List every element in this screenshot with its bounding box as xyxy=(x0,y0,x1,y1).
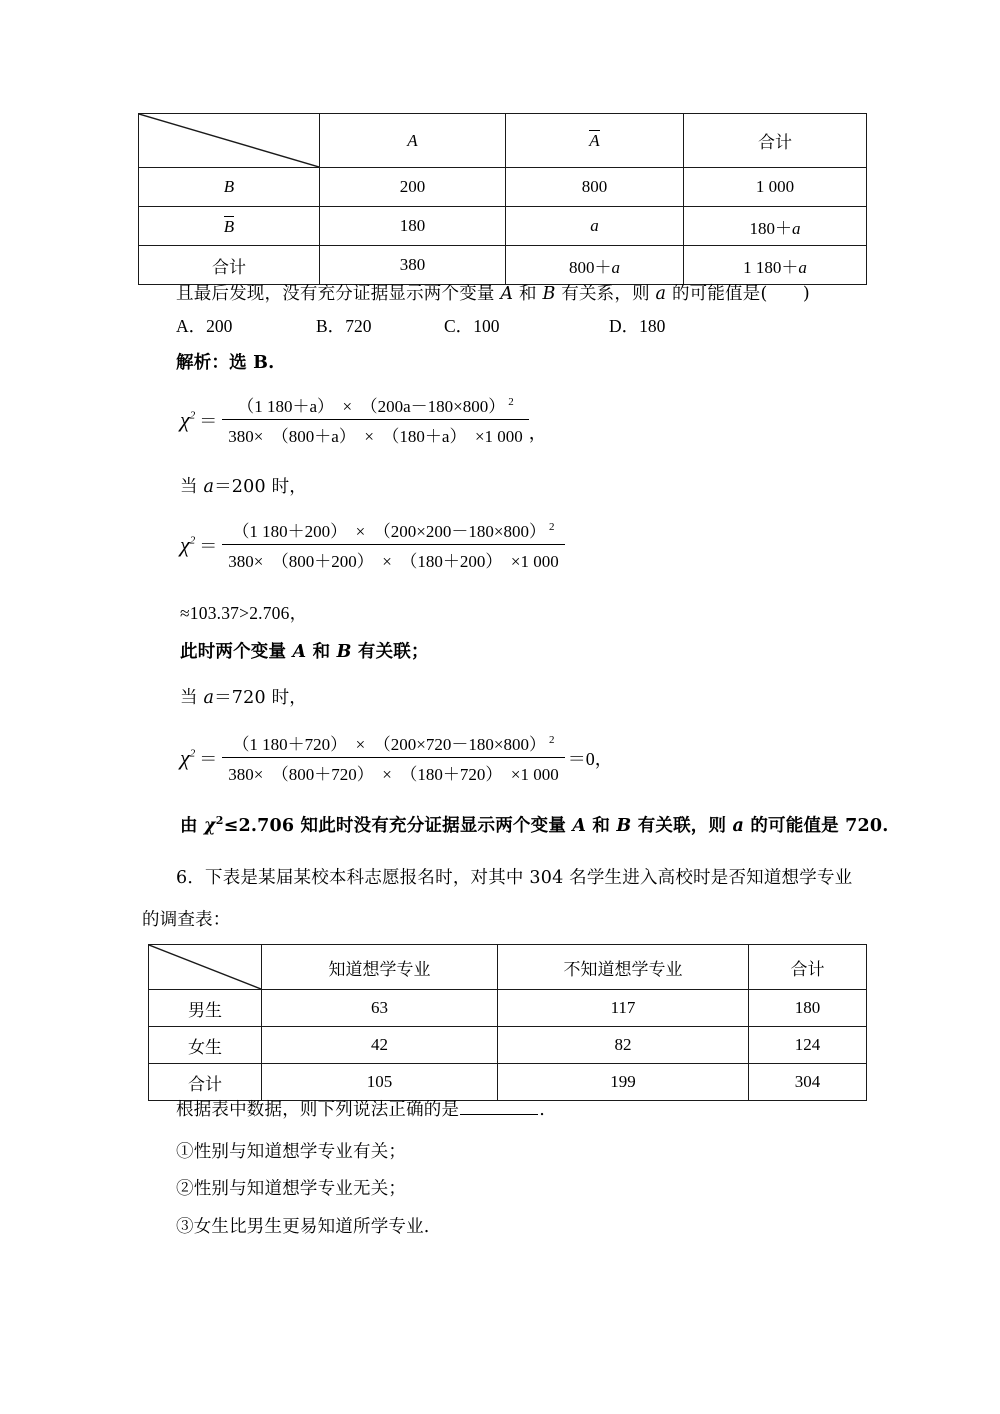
case1-label: 当 a＝200 时， xyxy=(180,477,307,497)
table-cell: 180 xyxy=(749,990,867,1027)
option-a[interactable]: A．200 xyxy=(176,316,233,336)
table-row xyxy=(139,207,867,246)
case1-conclusion: 此时两个变量 A 和 B 有关联； xyxy=(180,642,429,662)
table-row xyxy=(149,1027,867,1064)
table-cell: 800 xyxy=(506,168,684,207)
statement-3: ③女生比男生更易知道所学专业. xyxy=(176,1217,430,1237)
table-cell: 124 xyxy=(749,1027,867,1064)
table-cell: 380 xyxy=(320,246,506,285)
table-cell: 105 xyxy=(262,1064,498,1101)
option-c[interactable]: C．100 xyxy=(444,316,500,336)
fraction: $\frac{(1 180+a) \times (200a-180\times 800) ^2}{380\times (800+a) \times (180+a) \times 1 000}$ xyxy=(222,392,529,447)
fraction: $\frac{(1 180+200) \times (200\times 200-180\times 800) ^2}{380\times (800+200) \times (180+200) \times 1 000}$ xyxy=(222,517,565,572)
row-label-total: 合计 xyxy=(139,246,320,285)
table-header-total: 合计 xyxy=(749,945,867,990)
row-label-b: B xyxy=(139,168,320,207)
table-cell: 800＋a xyxy=(506,246,684,285)
table-cell: 180＋a xyxy=(684,207,867,246)
question5-options xyxy=(176,313,665,338)
table-row xyxy=(139,168,867,207)
row-label-male: 男生 xyxy=(149,990,262,1027)
chi-squared-symbol: $\chi^2$ xyxy=(180,406,196,432)
table-header-not-knows: 不知道想学专业 xyxy=(498,945,749,990)
row-label-b-bar: B xyxy=(139,207,320,246)
table-header-knows: 知道想学专业 xyxy=(262,945,498,990)
case2-label: 当 a＝720 时， xyxy=(180,688,307,708)
table-header-row xyxy=(149,945,867,990)
case1-result: ≈103.37>2.706， xyxy=(180,603,308,623)
table-cell: 117 xyxy=(498,990,749,1027)
fraction: $\frac{(1 180+720) \times (200\times 720-180\times 800) ^2}{380\times (800+720) \times (180+720) \times 1 000}$ xyxy=(222,730,565,785)
row-label-female: 女生 xyxy=(149,1027,262,1064)
table-header-a-bar: A xyxy=(506,114,684,168)
final-conclusion: 由 $\chi^2\le 2.706$ 知此时没有充分证据显示两个变量 A 和 B 有关联，则 a 的可能值是 720. xyxy=(180,814,889,836)
table-cell: 180 xyxy=(320,207,506,246)
table-header-row xyxy=(139,114,867,168)
question6-stem: 6．下表是某届某校本科志愿报名时，对其中 304 名学生进入高校时是否知道想学专业的调查表： xyxy=(142,868,853,930)
table-cell: 82 xyxy=(498,1027,749,1064)
table-cell: 199 xyxy=(498,1064,749,1101)
option-d[interactable]: D．180 xyxy=(609,316,666,336)
option-b[interactable]: B．720 xyxy=(316,316,372,336)
table-cell: 63 xyxy=(262,990,498,1027)
question5-stem: 且最后发现，没有充分证据显示两个变量 A 和 B 有关系，则 a 的可能值是( ) xyxy=(176,284,810,304)
row-label-total: 合计 xyxy=(149,1064,262,1101)
statement-1: ①性别与知道想学专业有关； xyxy=(176,1142,407,1162)
table-cell: a xyxy=(506,207,684,246)
formula-case2: $\chi^2$ ＝ $\frac{(1 180+720) \times (200\times 720-180\times 800) ^2}{380\times (800+720) \times (180+720) \times 1 000}$ ＝0， xyxy=(180,730,613,785)
table-cell: 1 180＋a xyxy=(684,246,867,285)
formula-case1: $\chi^2$ ＝ $\frac{(1 180+200) \times (200\times 200-180\times 800) ^2}{380\times (800+200) \times (180+200) \times 1 000}$ xyxy=(180,517,565,572)
solution-label: 解析：选 B. xyxy=(176,353,275,373)
survey-table-major xyxy=(148,944,867,1101)
table-cell: 42 xyxy=(262,1027,498,1064)
table-cell: 200 xyxy=(320,168,506,207)
table-corner-cell xyxy=(139,114,320,168)
answer-blank[interactable] xyxy=(460,1100,538,1115)
chi-squared-symbol: $\chi^2$ xyxy=(180,531,196,557)
chi-squared-symbol: $\chi^2$ xyxy=(180,744,196,770)
contingency-table-ab xyxy=(138,113,867,285)
table-row xyxy=(149,990,867,1027)
question6-prompt: 根据表中数据，则下列说法正确的是 . xyxy=(176,1100,545,1120)
table-corner-cell xyxy=(149,945,262,990)
table-cell: 1 000 xyxy=(684,168,867,207)
diagonal-line-icon xyxy=(139,114,319,167)
diagonal-line-icon xyxy=(149,945,261,989)
table-header-a: A xyxy=(320,114,506,168)
table-cell: 304 xyxy=(749,1064,867,1101)
statement-2: ②性别与知道想学专业无关； xyxy=(176,1179,407,1199)
table-header-total: 合计 xyxy=(684,114,867,168)
formula-general: $\chi^2$ ＝ $\frac{(1 180+a) \times (200a-180\times 800) ^2}{380\times (800+a) \times (180+a) \times 1 000}$ ， xyxy=(180,392,547,447)
